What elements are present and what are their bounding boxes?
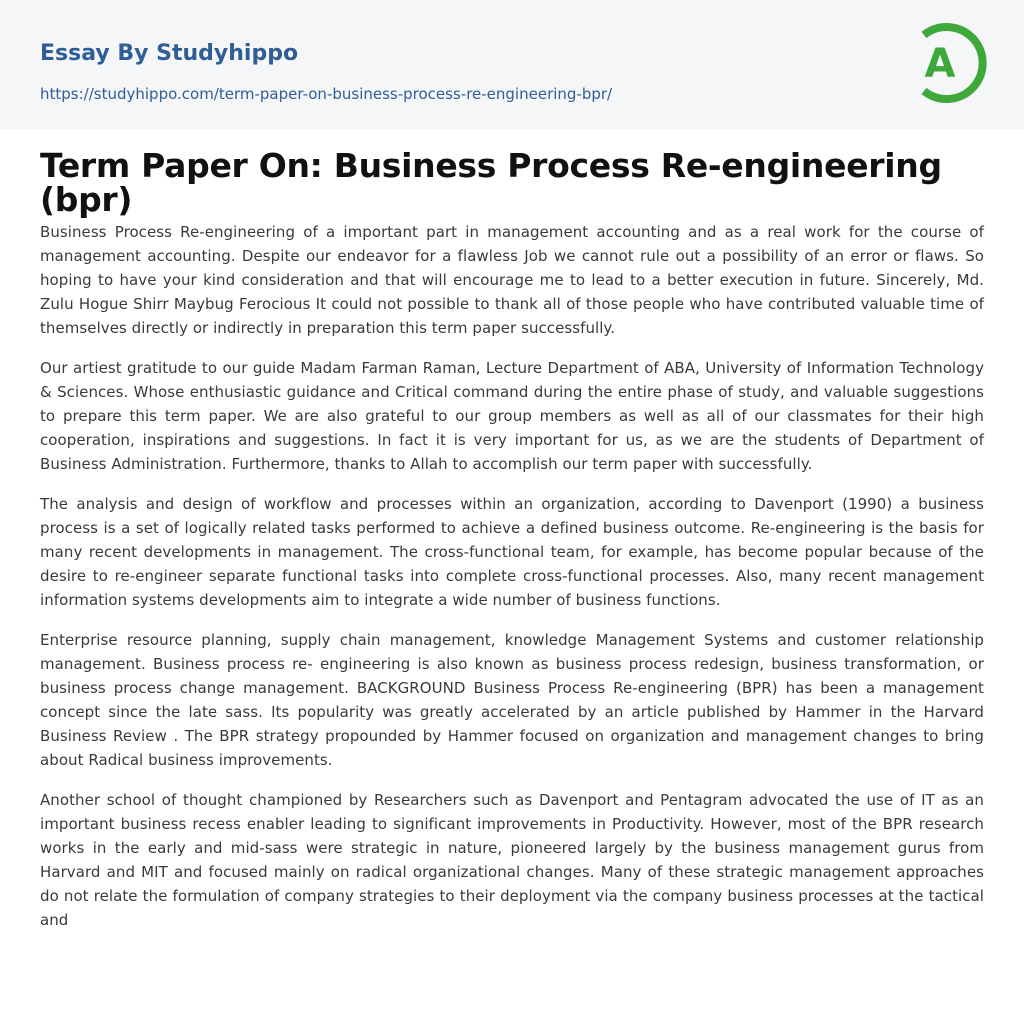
logo-letter: A bbox=[924, 41, 956, 87]
paragraph: Business Process Re-engineering of a important part in management accounting and as a real work for the course of management accounting. Despite our endeavor for a flawless Job we cannot rule out a possibility of an error or flaws. So hoping to have your kind consideration and that will encourage me to lead to a better execution in future. Sincerely, Md. Zulu Hogue Shirr Maybug Ferocious It could not possible to thank all of those people who have contributed valuable time of themselves directly or indirectly in preparation this term paper successfully. bbox=[40, 223, 984, 338]
paragraph: Our artiest gratitude to our guide Madam Farman Raman, Lecture Department of ABA, University of Information Technology & Sciences. Whose enthusiastic guidance and Critical command during the entire phase of study, and valuable suggestions to prepare this term paper. We are also grateful to our group members as well as all of our classmates for their high cooperation, inspirations and suggestions. In fact it is very important for us, as we are the students of Department of Business Administration. Furthermore, thanks to Allah to accomplish our term paper with successfully. bbox=[40, 359, 984, 474]
paragraph: Another school of thought championed by Researchers such as Davenport and Pentagram advocated the use of IT as an important business recess enabler leading to significant improvements in Productivity. However, most of the BPR research works in the early and mid-sass were strategic in nature, pioneered largely by the business management gurus from Harvard and MIT and focused mainly on radical organizational changes. Many of these strategic management approaches do not relate the formulation of company strategies to their deployment via the company business processes at the tactical and bbox=[40, 791, 984, 930]
site-title[interactable]: Essay By Studyhippo bbox=[40, 41, 299, 66]
paragraph: The analysis and design of workflow and processes within an organization, according to Davenport (1990) a business process is a set of logically related tasks performed to achieve a defined business outcome. Re-engineering is the basis for many recent developments in management. The cross-functional team, for example, has become popular because of the desire to re-engineer separate functional tasks into complete cross-functional processes. Also, many recent management information systems developments aim to integrate a wide number of business functions. bbox=[40, 495, 984, 610]
article bbox=[0, 146, 1024, 932]
article-url-link[interactable]: https://studyhippo.com/term-paper-on-business-process-re-engineering-bpr/ bbox=[40, 85, 613, 103]
studyhippo-logo-icon[interactable] bbox=[910, 19, 988, 107]
page-title: Term Paper On: Business Process Re-engineering (bpr) bbox=[40, 146, 942, 219]
paragraph: Enterprise resource planning, supply chain management, knowledge Management Systems and customer relationship management. Business process re- engineering is also known as business process redesign, business transformation, or business process change management. BACKGROUND Business Process Re-engineering (BPR) has been a management concept since the late sass. Its popularity was greatly accelerated by an article published by Hammer in the Harvard Business Review . The BPR strategy propounded by Hammer focused on organization and management changes to bring about Radical business improvements. bbox=[40, 631, 984, 770]
page-header bbox=[0, 0, 1024, 129]
